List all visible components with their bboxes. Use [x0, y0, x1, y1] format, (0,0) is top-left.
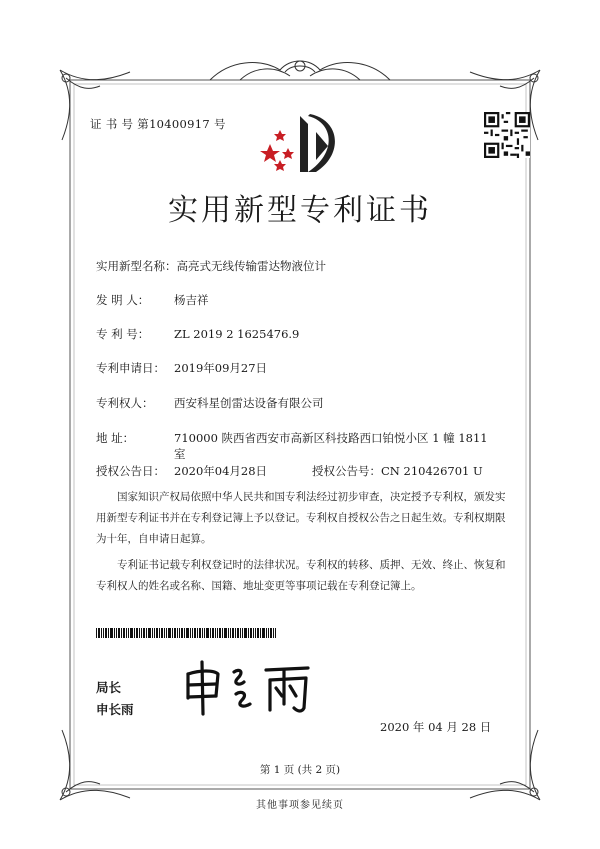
field-grant-number [312, 463, 483, 479]
qr-code-icon [484, 112, 530, 158]
field-patent-number [96, 326, 299, 342]
field-label: 授权公告日： [96, 464, 165, 478]
cnipa-logo-icon [258, 112, 348, 174]
field-label: 专 利 号： [96, 327, 150, 341]
field-label: 专利权人： [96, 396, 154, 410]
field-grant-date [96, 463, 267, 479]
field-label: 专利申请日： [96, 361, 165, 375]
field-value: 2019年09月27日 [174, 361, 268, 375]
field-patentee [96, 395, 324, 411]
field-value: 710000 陕西省西安市高新区科技路西口铂悦小区 1 幢 1811 [174, 431, 488, 445]
page-footer: 其他事项参见续页 [256, 800, 344, 811]
page-title: 实用新型专利证书 [168, 193, 432, 228]
page-number: 第 1 页 (共 2 页) [259, 764, 341, 776]
field-value: CN 210426701 U [381, 464, 483, 478]
certificate-number: 证 书 号 第10400917 号 [90, 117, 226, 131]
field-address [96, 430, 488, 446]
body-paragraph-2: 专利证书记载专利权登记时的法律状况。专利权的转移、质押、无效、终止、恢复和专利权人的姓名或名称、国籍、地址变更等事项记载在专利登记簿上。 [96, 559, 506, 592]
field-label: 地 址： [96, 431, 135, 445]
barcode-icon [96, 628, 276, 638]
field-label: 授权公告号： [312, 464, 381, 478]
field-inventor [96, 292, 209, 308]
signature-date: 2020 年 04 月 28 日 [380, 720, 492, 734]
field-value: 西安科星创雷达设备有限公司 [174, 396, 324, 410]
field-value: 杨吉祥 [174, 293, 209, 307]
field-label: 发 明 人： [96, 293, 150, 307]
field-address-line2: 室 [174, 447, 186, 461]
field-value: 高亮式无线传输雷达物液位计 [176, 259, 326, 273]
field-filing-date [96, 360, 267, 376]
field-value: ZL 2019 2 1625476.9 [174, 327, 300, 341]
field-label: 实用新型名称： [96, 259, 177, 273]
signature-name: 申长雨 [96, 702, 134, 717]
body-paragraph-1: 国家知识产权局依照中华人民共和国专利法经过初步审查，决定授予专利权，颁发实用新型专利证书并在专利登记簿上予以登记。专利权自授权公告之日起生效。专利权期限为十年，自申请日起算。 [96, 491, 506, 545]
field-utility-name [96, 258, 326, 274]
top-ornament [210, 61, 390, 80]
signature-title: 局长 [96, 680, 122, 695]
handwritten-signature [180, 656, 315, 716]
field-value: 2020年04月28日 [174, 464, 268, 478]
